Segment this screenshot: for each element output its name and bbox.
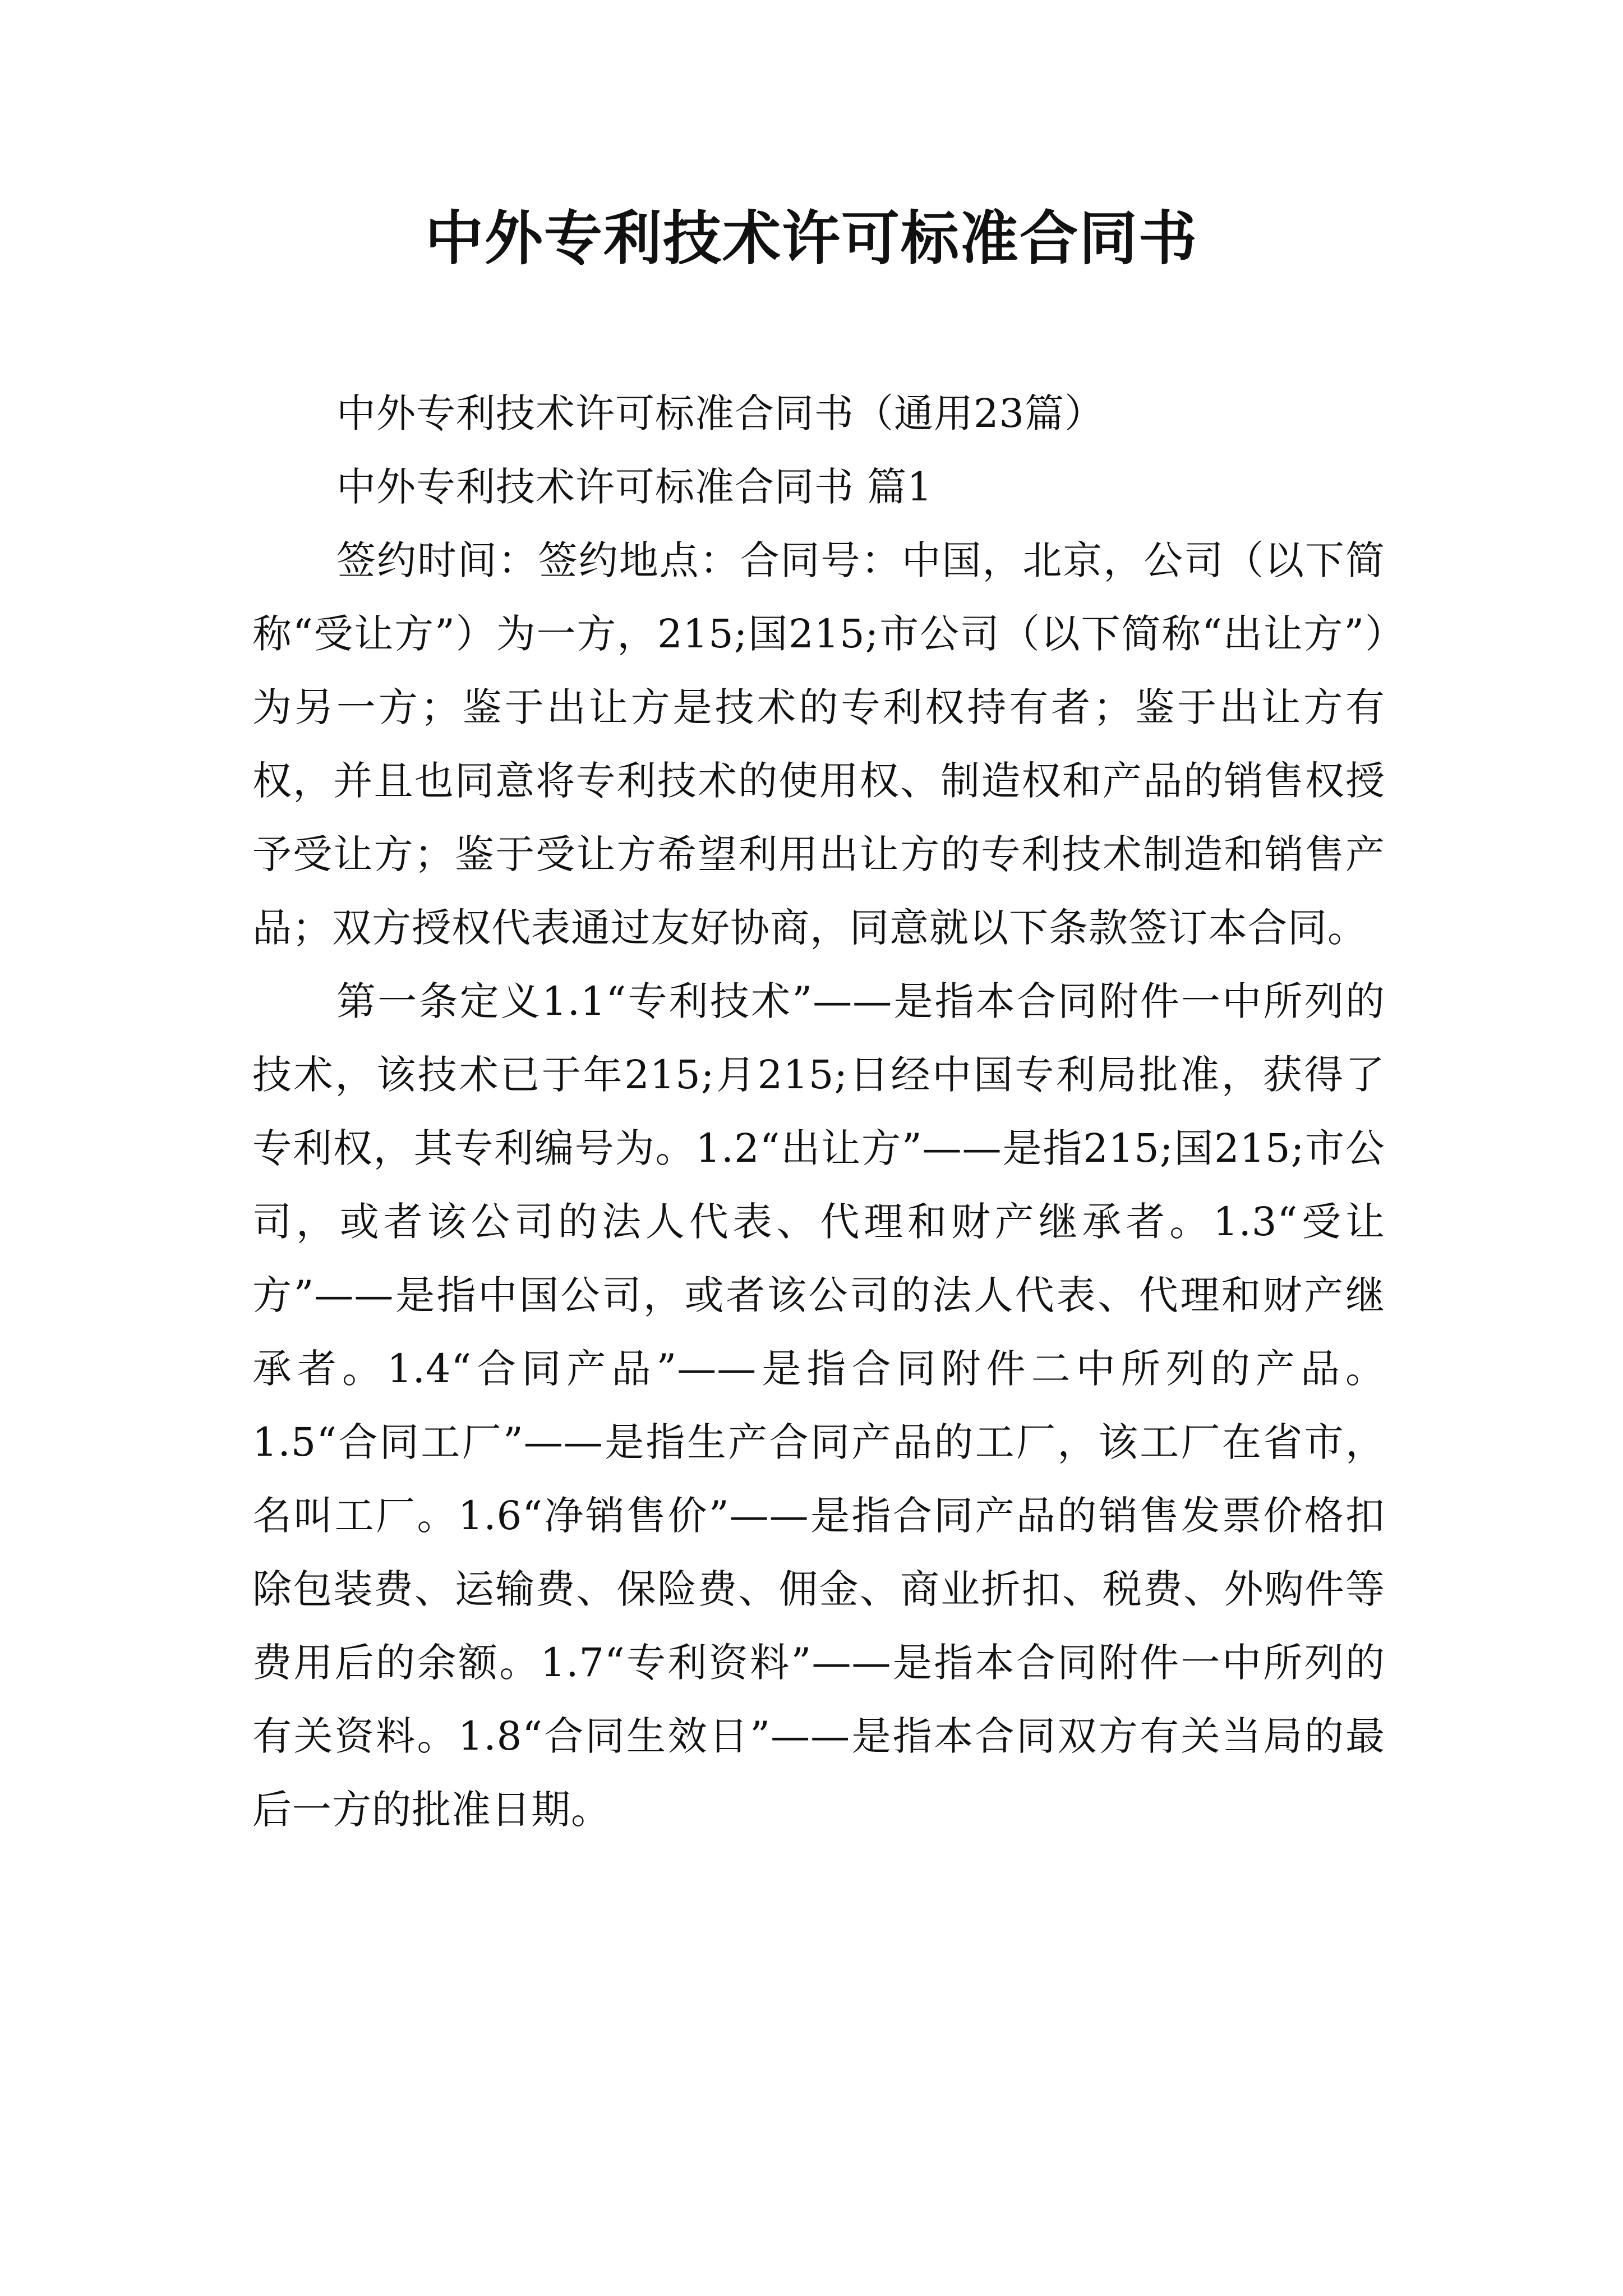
definitions-paragraph: 第一条定义1.1“专利技术”——是指本合同附件一中所列的技术，该技术已于年215;月215;日经中国专利局批准，获得了专利权，其专利编号为。1.2“出让方”——是指215;国215;市公司，或者该公司的法人代表、代理和财产继承者。1.3“受让方”——是指中国公司，或者该公司的法人代表、代理和财产继承者。1.4“合同产品”——是指合同附件二中所列的产品。1.5“合同工厂”——是指生产合同产品的工厂，该工厂在省市，名叫工厂。1.6“净销售价”——是指合同产品的销售发票价格扣除包装费、运输费、保险费、佣金、商业折扣、税费、外购件等费用后的余额。1.7“专利资料”——是指本合同附件一中所列的有关资料。1.8“合同生效日”——是指本合同双方有关当局的最后一方的批准日期。 xyxy=(252,978,1385,1833)
preamble-paragraph: 签约时间：签约地点：合同号：中国，北京，公司（以下简称“受让方”）为一方，215;国215;市公司（以下简称“出让方”）为另一方；鉴于出让方是技术的专利权持有者；鉴于出让方有权，并且也同意将专利技术的使用权、制造权和产品的销售权授予受让方；鉴于受让方希望利用出让方的专利技术制造和销售产品；双方授权代表通过友好协商，同意就以下条款签订本合同。 xyxy=(252,537,1385,951)
subtitle-paragraph: 中外专利技术许可标准合同书（通用23篇） xyxy=(336,390,1105,436)
document-body xyxy=(252,377,1385,1847)
document-title: 中外专利技术许可标准合同书 xyxy=(425,204,1198,273)
section-heading-paragraph: 中外专利技术许可标准合同书 篇1 xyxy=(336,464,933,510)
